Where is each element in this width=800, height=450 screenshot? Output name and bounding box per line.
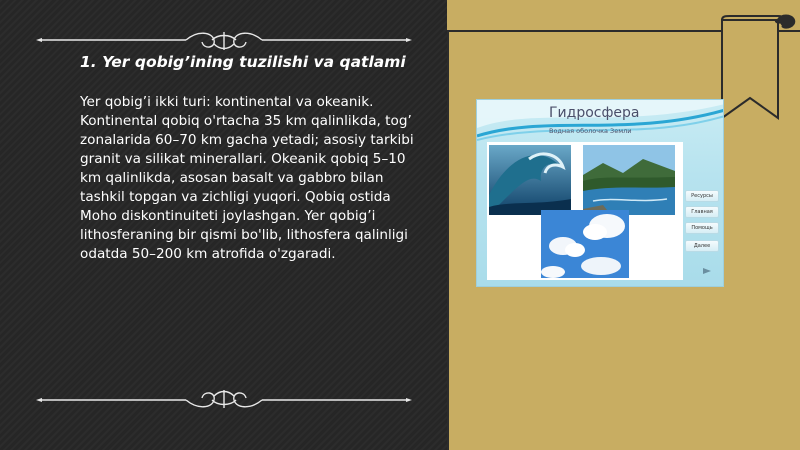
hydrosphere-slide-image bbox=[476, 99, 724, 287]
thumbnail-subtitle: Водная оболочка Земли bbox=[549, 127, 632, 135]
thumbnail-button-help: Помощь bbox=[685, 222, 719, 234]
scroll-ornament-icon bbox=[36, 388, 412, 412]
vertical-divider-line bbox=[447, 30, 449, 450]
mountain-river-photo bbox=[583, 145, 675, 215]
next-arrow-icon bbox=[703, 268, 711, 274]
slide-title: 1. Yer qobig’ining tuzilishi va qatlami bbox=[80, 53, 406, 71]
sky-clouds-photo bbox=[541, 210, 629, 278]
thumbnail-title: Гидросфера bbox=[549, 105, 640, 121]
ocean-wave-photo bbox=[489, 145, 571, 215]
bookmark-ribbon-icon bbox=[716, 14, 800, 124]
thumbnail-button-resources: Ресурсы bbox=[685, 190, 719, 202]
slide-body-text: Yer qobig’i ikki turi: kontinental va okeanik. Kontinental qobiq o'rtacha 35 km qalinlikda, tog’ zonalarida 60–70 km gacha yetadi; asosiy tarkibi granit va silikat minerallari. Okeanik qobiq 5–10 km qalinlikda, asosan basalt va gabbro bilan tashkil topgan va zichligi yuqori. Qobiq ostida Moho diskontinuiteti joylashgan. Yer qobig’i lithosferaning bir qismi bo'lib, lithosfera qalinligi odatda 50–200 km atrofida o'zgaradi. bbox=[80, 94, 414, 262]
thumbnail-button-home: Главная bbox=[685, 206, 719, 218]
scroll-ornament-icon bbox=[36, 28, 412, 52]
thumbnail-button-next: Далее bbox=[685, 240, 719, 252]
